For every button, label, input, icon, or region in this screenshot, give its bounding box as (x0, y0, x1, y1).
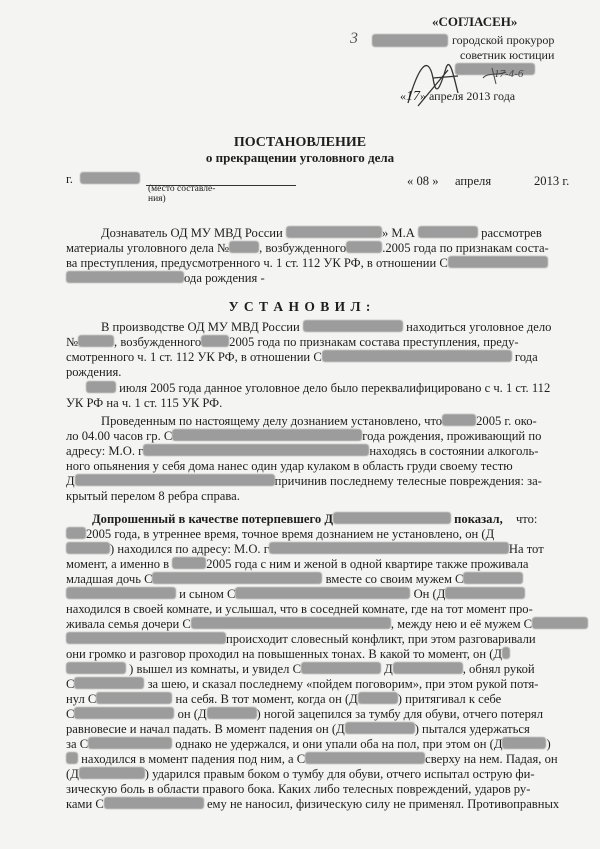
p4-t4: ) (110, 542, 115, 556)
p3-line-2 (66, 429, 541, 444)
intro-text-5: , возбужденного (259, 241, 347, 255)
p4-t33: однако не удержался, и они упали оба на пол, при этом он (Д (175, 737, 503, 751)
city-prefix: г. (66, 172, 73, 186)
p4-t15: , между нею и её мужем С (390, 617, 533, 631)
p3-line-3 (66, 444, 538, 459)
p3-line-5 (66, 474, 542, 489)
document-title: ПОСТАНОВЛЕНИЕ (233, 135, 367, 150)
p4-t8: 2005 года с ним и женой в одной квартире также проживала (206, 557, 529, 571)
redacted-s-1 (301, 662, 381, 674)
redacted-s-2 (74, 677, 144, 689)
handwritten-mark: 3 (350, 30, 358, 47)
approval-date-day: 17 (406, 89, 420, 104)
approval-date-prefix: « (400, 89, 406, 103)
p4-t16: происходит словесный конфликт, при этом разговаривали (226, 632, 536, 646)
redacted-city (80, 172, 140, 184)
p4-t36: сверху на нем. Падая, он (425, 752, 558, 766)
p4-line-19 (66, 782, 530, 797)
p4-line-16 (66, 737, 551, 752)
p4-line-7 (66, 602, 533, 617)
intro-text-2: » М.А (381, 226, 415, 240)
p4-t27: С (66, 707, 75, 721)
place-date-year: 2013 г. (534, 174, 570, 188)
p4-t28: он (Д (177, 707, 207, 721)
redacted-department (286, 226, 382, 238)
redacted-daughter-2 (191, 617, 391, 629)
p4-t35: находился в момент падения под ним, а С (81, 752, 306, 766)
p4-t25: на себя. В тот момент, когда он (Д (175, 692, 358, 706)
p1-t5: смотренного ч. 1 ст. 112 УК РФ, в отношении С (66, 350, 322, 364)
redacted-d-1 (66, 542, 110, 554)
p3-t0: Проведенным по настоящему делу дознанием установлено, что (101, 414, 443, 428)
p1-line-3 (66, 350, 538, 365)
section-title: У С Т А Н О В И Л : (228, 299, 372, 314)
document-subtitle: о прекращении уголовного дела (205, 150, 395, 165)
p4-line-9 (66, 632, 536, 647)
p4-line-15 (66, 722, 530, 737)
redacted-d-9 (502, 737, 546, 749)
p4-t22: С (66, 677, 75, 691)
redacted-husband-3 (532, 617, 588, 629)
p3-line-6 (66, 489, 240, 504)
p2-t0: июля 2005 года данное уголовное дело было переквалифицировано с ч. 1 ст. 112 (119, 381, 551, 395)
redacted-s-6 (305, 752, 425, 764)
p4-t30: равновесие и начал падать. В момент падения он (Д (66, 722, 345, 736)
p4-t39: зическую боль в области правого бока. Каких либо телесных повреждений, ударов ру- (66, 782, 531, 796)
redacted-date-5 (66, 527, 86, 539)
p1-line-4 (66, 365, 121, 380)
intro-line-4 (66, 271, 265, 286)
p4-line-6 (66, 587, 525, 602)
p4-t17: они громко и разговор проходил на повышенных тонах. В какой то момент, он (Д (66, 647, 503, 661)
p2-line-1 (86, 381, 550, 396)
redacted-husband (463, 572, 523, 584)
intro-line-2 (66, 241, 549, 256)
redacted-date-6 (172, 557, 206, 569)
intro-line-1 (101, 226, 542, 241)
redacted-s-5 (88, 737, 172, 749)
p4-t23: за шею, и сказал последнему «пойдем поговорим», при этом рукой потя- (147, 677, 539, 691)
place-caption: (место составле- ния) (148, 184, 216, 204)
p3-t8: причинив последнему телесные повреждения: за- (274, 474, 542, 488)
p2-t1: УК РФ на ч. 1 ст. 115 УК РФ. (66, 396, 223, 410)
redacted-s-3 (96, 692, 172, 704)
p4-line-11 (66, 662, 535, 677)
redacted-victim (75, 474, 275, 486)
p4-t32: за С (66, 737, 89, 751)
p4-t2: что: (515, 512, 538, 526)
redacted-daughter (152, 572, 322, 584)
p4-t0: Допрошенный в качестве потерпевшего Д (92, 512, 334, 526)
p4-t3: 2005 года, в утреннее время, точное время дознанием не установлено, он (Д (86, 527, 495, 541)
p4-t7: момент, а именно в (66, 557, 170, 571)
p1-line-1 (101, 320, 551, 335)
approval-date (400, 89, 515, 105)
p4-t9: младшая дочь С (66, 572, 153, 586)
p4-t19: вышел из комнаты, и увидел С (136, 662, 301, 676)
redacted-case-no (229, 241, 259, 253)
p4-t38: ) ударился правым боком о тумбу для обуви, отчего испытал острую фи- (144, 767, 535, 781)
p4-t29: ) ногой зацепился за тумбу для обуви, отчего потерял (256, 707, 544, 721)
redacted-son (235, 587, 410, 599)
redacted-name (448, 256, 548, 268)
p4-t26: ) притягивал к себе (397, 692, 502, 706)
p1-t6: года (514, 350, 538, 364)
approval-line2: советник юстиции (460, 48, 555, 62)
p4-line-2 (66, 527, 494, 542)
redacted-address (143, 444, 369, 456)
redacted-department-2 (303, 320, 403, 332)
redacted-date-4 (442, 414, 476, 426)
redacted-d-3 (502, 647, 510, 659)
signature-icon (388, 48, 538, 118)
approval-line1: городской прокурор (452, 33, 555, 47)
redacted-d-10 (66, 752, 78, 764)
place-date-month: апреля (455, 174, 492, 188)
intro-text-8: ода рождения - (184, 271, 265, 285)
p4-t1: показал, (454, 512, 503, 526)
redacted-d-4 (66, 662, 126, 674)
p4-t34: ) (546, 737, 551, 751)
approval-date-rest: » апреля 2013 года (420, 89, 516, 103)
p1-t7: рождения. (66, 365, 122, 379)
p4-t5: находился по адресу: М.О. г (117, 542, 269, 556)
intro-text-1: Дознаватель ОД МУ МВД России (101, 226, 283, 240)
p4-line-5 (66, 572, 523, 587)
redacted-prosecutor-city (372, 34, 448, 47)
intro-text-3: рассмотрев (481, 226, 542, 240)
p4-t20: Д (384, 662, 393, 676)
p1-t0: В производстве ОД МУ МВД России (101, 320, 300, 334)
p4-t21: , обнял рукой (462, 662, 535, 676)
intro-text-4: материалы уголовного дела № (66, 241, 230, 255)
p3-t9: крытый перелом 8 ребра справа. (66, 489, 240, 503)
p1-line-2 (66, 335, 519, 350)
p3-t6: ного опьянения у себя дома нанес один удар кулаком в область груди своему тестю (66, 459, 513, 473)
p4-t14: живала семья дочери С (66, 617, 191, 631)
redacted-name-2 (322, 350, 512, 362)
p1-t4: 2005 года по признакам состава преступления, преду- (229, 335, 519, 349)
p3-t3: года рождения, проживающий по (362, 429, 542, 443)
p4-t40: ками С (66, 797, 104, 811)
p3-t1: 2005 г. око- (476, 414, 537, 428)
p4-line-4 (66, 557, 529, 572)
p4-t13: находился в своей комнате, и услышал, что в соседней комнате, где на тот момент про- (66, 602, 533, 616)
redacted-husband-2 (66, 587, 176, 599)
p1-t2: № (66, 335, 79, 349)
intro-text-7: ва преступления, предусмотренного ч. 1 ст. 112 УК РФ, в отношении С (66, 256, 448, 270)
redacted-date (346, 241, 382, 253)
p4-line-20 (66, 797, 559, 812)
redacted-d-6 (358, 692, 398, 704)
redacted-officer (418, 226, 478, 238)
redacted-d-7 (207, 707, 257, 719)
redacted-d-11 (79, 767, 145, 779)
redacted-d-2 (445, 587, 525, 599)
redacted-address-2 (269, 542, 509, 554)
place-date-day: « 08 » (407, 174, 439, 188)
p4-t31: ) пытался удержаться (414, 722, 530, 736)
intro-text-6: .2005 года по признакам соста- (382, 241, 549, 255)
p4-line-12 (66, 677, 538, 692)
redacted-victim-2 (333, 512, 451, 524)
p4-t41: ему не наносил, физическую силу не применял. Противоправных (206, 797, 560, 811)
p4-line-1 (92, 512, 537, 527)
p4-line-8 (66, 617, 588, 632)
p3-line-4 (66, 459, 513, 474)
p4-t12: Он (Д (413, 587, 446, 601)
p4-line-14 (66, 707, 543, 722)
p1-t3: , возбужденного (114, 335, 202, 349)
p4-t18: ) (129, 662, 134, 676)
redacted-s-4 (74, 707, 174, 719)
p3-line-1 (101, 414, 537, 429)
intro-line-3 (66, 256, 548, 271)
p3-t7: Д (66, 474, 75, 488)
approval-title: «СОГЛАСЕН» (432, 14, 518, 29)
p4-line-3 (66, 542, 544, 557)
p4-t11: и сыном С (179, 587, 236, 601)
redacted-s-7 (104, 797, 204, 809)
p4-t37: (Д (66, 767, 79, 781)
p4-line-10 (66, 647, 510, 662)
redacted-date-3 (86, 381, 116, 393)
redacted-d-8 (345, 722, 415, 734)
p3-t5: находясь в состоянии алкоголь- (369, 444, 539, 458)
redacted-husband-4 (66, 632, 226, 644)
p4-t6: На тот (508, 542, 544, 556)
p1-t1: находиться уголовное дело (406, 320, 552, 334)
p3-t2: ло 04.00 часов гр. С (66, 429, 173, 443)
redacted-date-2 (201, 335, 229, 347)
p4-t24: нул С (66, 692, 97, 706)
signature-note: 17-4-6 (494, 68, 524, 80)
p2-line-2 (66, 396, 222, 411)
redacted-d-5 (393, 662, 463, 674)
p4-line-13 (66, 692, 501, 707)
redacted-case-no-2 (78, 335, 114, 347)
p3-t4: адресу: М.О. г (66, 444, 144, 458)
redacted-name-3 (172, 429, 362, 441)
p4-line-17 (66, 752, 558, 767)
p4-line-18 (66, 767, 535, 782)
redacted-birth (66, 271, 184, 283)
p4-t10: вместе со своим мужем С (325, 572, 464, 586)
